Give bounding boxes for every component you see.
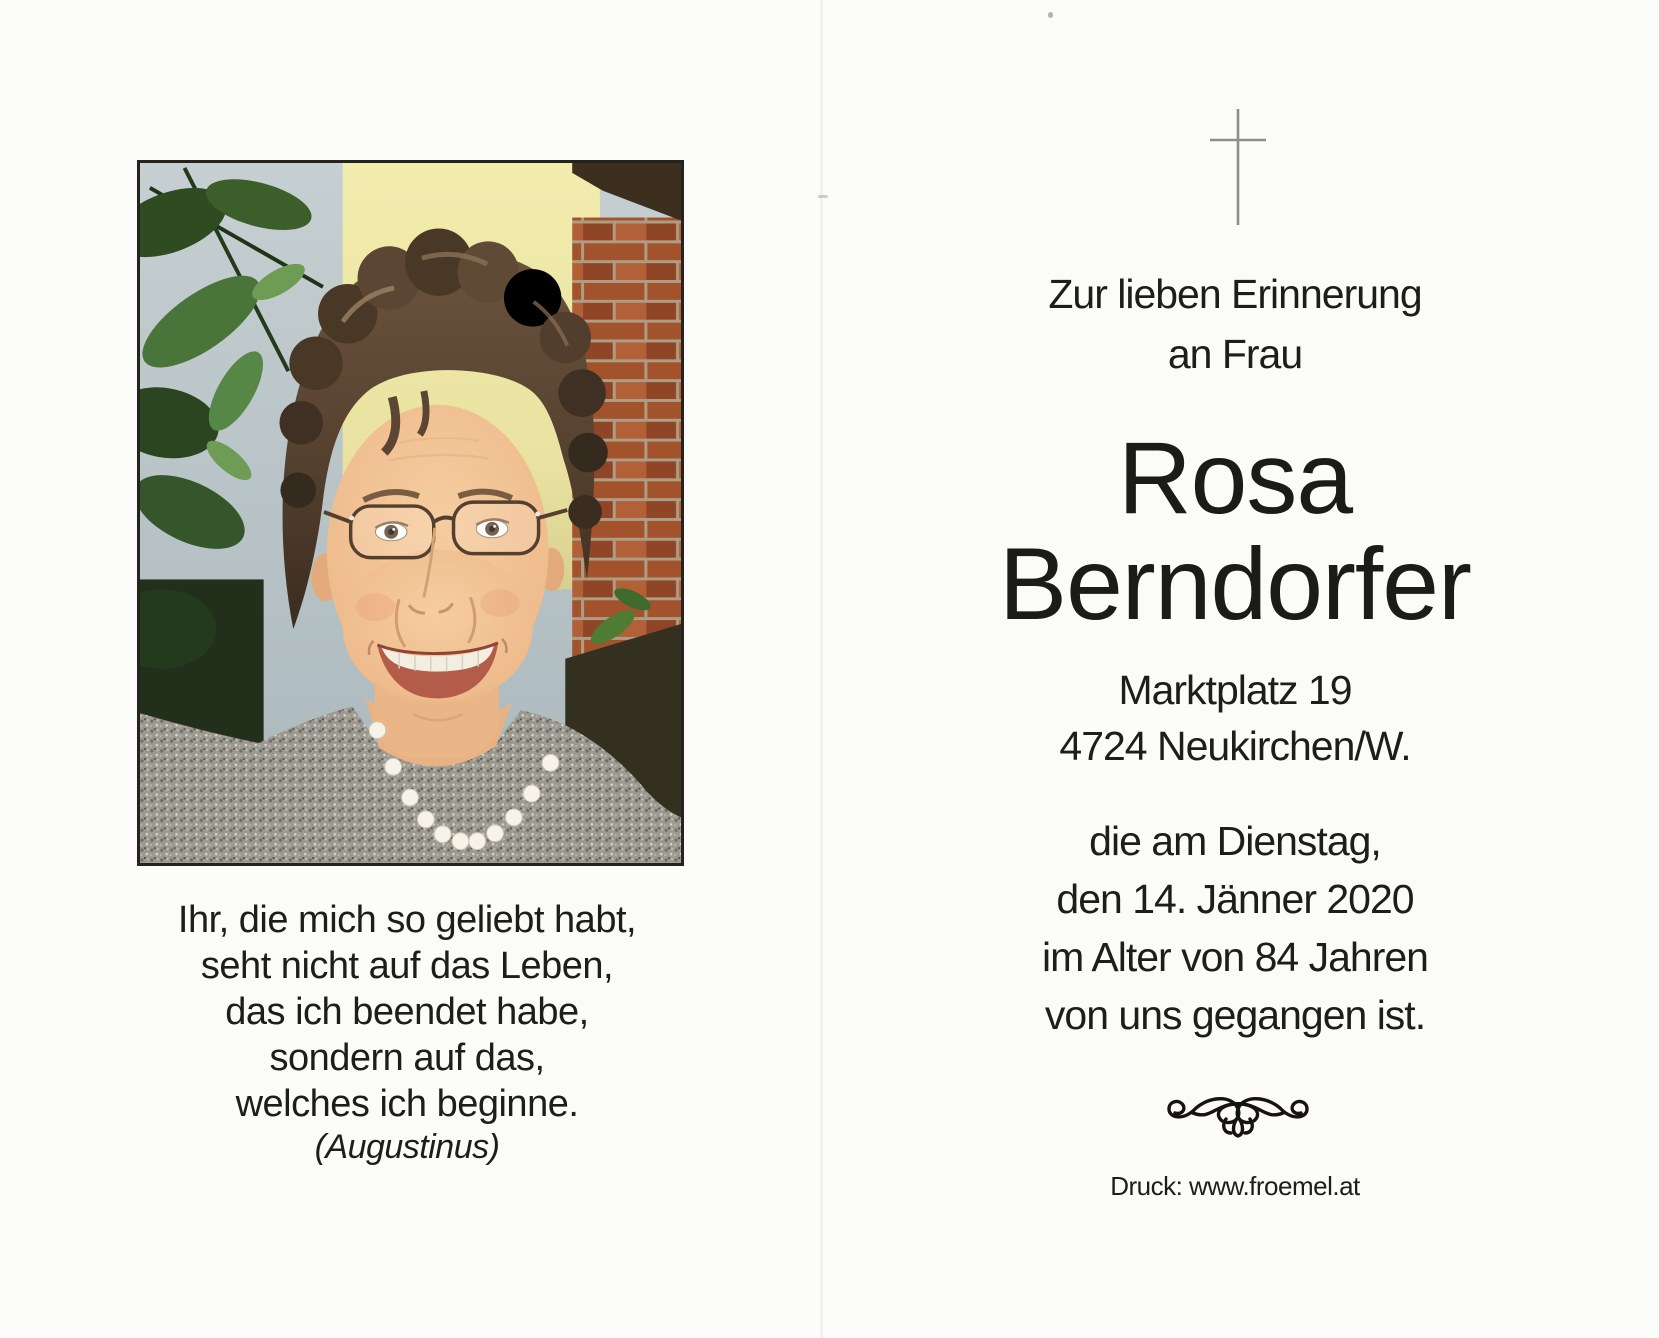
portrait-photo xyxy=(137,160,684,866)
scan-speck xyxy=(818,195,828,198)
deceased-name xyxy=(950,421,1520,641)
fold-crease xyxy=(820,0,823,1338)
right-panel xyxy=(950,0,1520,1338)
intro-line: Zur lieben Erinnerung xyxy=(1048,271,1422,317)
intro-line: an Frau xyxy=(1167,331,1303,377)
quote-line: sondern auf das, xyxy=(269,1037,545,1079)
passing-line: von uns gegangen ist. xyxy=(1044,992,1426,1038)
quote-line: Ihr, die mich so geliebt habt, xyxy=(177,899,637,941)
passing-line: den 14. Jänner 2020 xyxy=(1056,876,1414,922)
passing-line: die am Dienstag, xyxy=(1089,818,1381,864)
calligraphic-flourish-icon xyxy=(1163,1087,1313,1141)
quote-line: welches ich beginne. xyxy=(235,1083,579,1125)
last-name: Berndorfer xyxy=(999,527,1471,641)
printer-credit: Druck: www.froemel.at xyxy=(1110,1171,1360,1201)
christian-cross-icon xyxy=(1203,106,1273,228)
quote-attribution: (Augustinus) xyxy=(314,1128,500,1166)
portrait-photo-illustration xyxy=(140,163,681,863)
first-name: Rosa xyxy=(1117,421,1353,535)
quote-line: das ich beendet habe, xyxy=(225,991,589,1033)
passing-details xyxy=(950,812,1520,1044)
memorial-intro xyxy=(950,264,1520,384)
quote-line: seht nicht auf das Leben, xyxy=(200,945,614,987)
address-town: 4724 Neukirchen/W. xyxy=(1059,723,1411,769)
address-street: Marktplatz 19 xyxy=(1118,667,1352,713)
memorial-quote xyxy=(107,897,707,1127)
deceased-address xyxy=(950,662,1520,774)
passing-line: im Alter von 84 Jahren xyxy=(1042,934,1428,980)
